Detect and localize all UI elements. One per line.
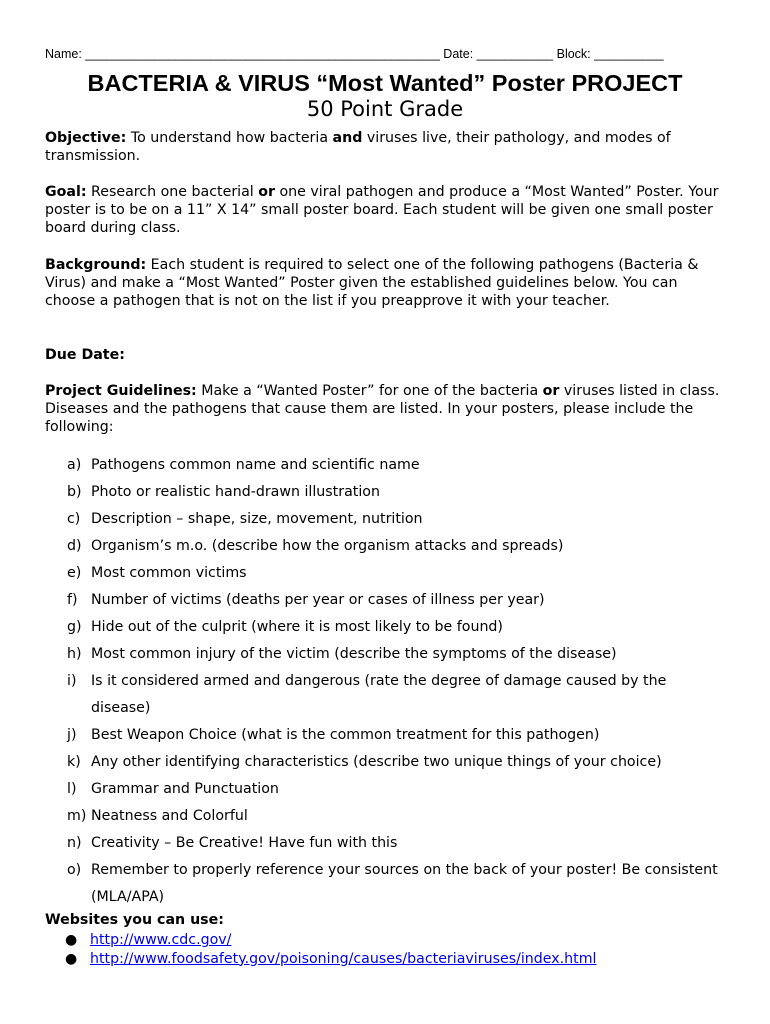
list-marker: d): [67, 538, 82, 554]
list-marker: h): [67, 646, 82, 662]
websites-heading: Websites you can use:: [45, 912, 224, 928]
list-item: [45, 749, 725, 776]
list-item-text: Photo or realistic hand-drawn illustration: [91, 484, 380, 500]
list-item-text: Is it considered armed and dangerous (rate the degree of damage caused by the disease): [91, 673, 667, 716]
list-item: [45, 950, 597, 969]
list-item-text: Creativity – Be Creative! Have fun with this: [91, 835, 398, 851]
list-item: [45, 722, 725, 749]
list-item: [45, 668, 725, 722]
list-item-text: Most common victims: [91, 565, 247, 581]
list-item-text: Neatness and Colorful: [91, 808, 248, 824]
list-item-text: Number of victims (deaths per year or cases of illness per year): [91, 592, 545, 608]
due-date-label: Due Date:: [45, 347, 125, 363]
list-marker: l): [67, 781, 77, 797]
list-marker: o): [67, 862, 82, 878]
bullet-icon: ●: [65, 932, 78, 948]
list-item: [45, 857, 725, 911]
list-item: [45, 560, 725, 587]
objective-bold: and: [332, 130, 363, 146]
list-marker: k): [67, 754, 81, 770]
list-item: [45, 533, 725, 560]
goal-text-b: one viral pathogen and produce a “Most Wanted” Poster. Your poster is to be on a 11” X 14” small poster board. Each student will be given one small poster board during class.: [45, 184, 719, 237]
goal-paragraph: [45, 183, 723, 238]
list-marker: g): [67, 619, 82, 635]
foodsafety-link[interactable]: http://www.foodsafety.gov/poisoning/causes/bacteriaviruses/index.html: [90, 950, 597, 967]
list-item: [45, 776, 725, 803]
list-marker: b): [67, 484, 82, 500]
page-subtitle: 50 Point Grade: [306, 97, 464, 121]
list-item: [45, 587, 725, 614]
due-date-paragraph: [45, 346, 723, 364]
objective-text-a: To understand how bacteria: [126, 130, 333, 146]
list-item-text: Best Weapon Choice (what is the common treatment for this pathogen): [91, 727, 600, 743]
list-item: [45, 830, 725, 857]
objective-text-b: viruses live, their pathology, and modes of transmission.: [45, 130, 671, 165]
list-item: [45, 931, 597, 950]
guidelines-paragraph: [45, 382, 723, 437]
list-marker: m): [67, 808, 87, 824]
list-item-text: Grammar and Punctuation: [91, 781, 279, 797]
guidelines-label: Project Guidelines:: [45, 383, 197, 399]
objective-label: Objective:: [45, 130, 127, 146]
list-item-text: Hide out of the culprit (where it is most likely to be found): [91, 619, 503, 635]
list-item-text: Pathogens common name and scientific name: [91, 457, 420, 473]
list-marker: i): [67, 673, 77, 689]
guidelines-text-b: viruses listed in class. Diseases and the pathogens that cause them are listed. In your posters, please include the following:: [45, 383, 720, 436]
guidelines-list: [45, 452, 725, 911]
bullet-icon: ●: [65, 950, 78, 967]
name-date-block-line: Name: ___________________________________________________ Date: ___________ Block: __________: [45, 47, 664, 61]
goal-text-a: Research one bacterial: [86, 184, 259, 200]
list-item-text: Remember to properly reference your sources on the back of your poster! Be consistent (MLA/APA): [91, 862, 718, 905]
list-item: [45, 803, 725, 830]
list-item: [45, 479, 725, 506]
list-marker: j): [67, 727, 77, 743]
goal-bold: or: [258, 184, 275, 200]
list-item: [45, 614, 725, 641]
list-item: [45, 452, 725, 479]
page-title: BACTERIA & VIRUS “Most Wanted” Poster PROJECT: [87, 70, 683, 96]
list-item-text: Any other identifying characteristics (describe two unique things of your choice): [91, 754, 662, 770]
list-marker: c): [67, 511, 81, 527]
goal-label: Goal:: [45, 184, 87, 200]
list-item-text: Description – shape, size, movement, nutrition: [91, 511, 423, 527]
list-marker: f): [67, 592, 78, 608]
list-item-text: Organism’s m.o. (describe how the organism attacks and spreads): [91, 538, 564, 554]
list-marker: a): [67, 457, 82, 473]
websites-list: [45, 931, 597, 968]
list-item-text: Most common injury of the victim (describe the symptoms of the disease): [91, 646, 617, 662]
guidelines-bold: or: [542, 383, 560, 399]
background-label: Background:: [45, 257, 147, 273]
list-item: [45, 506, 725, 533]
objective-paragraph: [45, 129, 723, 165]
list-marker: e): [67, 565, 82, 581]
background-paragraph: [45, 256, 723, 311]
list-marker: n): [67, 835, 82, 851]
guidelines-text-a: Make a “Wanted Poster” for one of the bacteria: [196, 383, 543, 399]
list-item: [45, 641, 725, 668]
background-text: Each student is required to select one of the following pathogens (Bacteria & Virus) and make a “Most Wanted” Poster given the established guidelines below. You can choose a pathogen that is not on the list if you preapprove it with your teacher.: [45, 257, 699, 310]
cdc-link[interactable]: http://www.cdc.gov/: [90, 932, 232, 948]
